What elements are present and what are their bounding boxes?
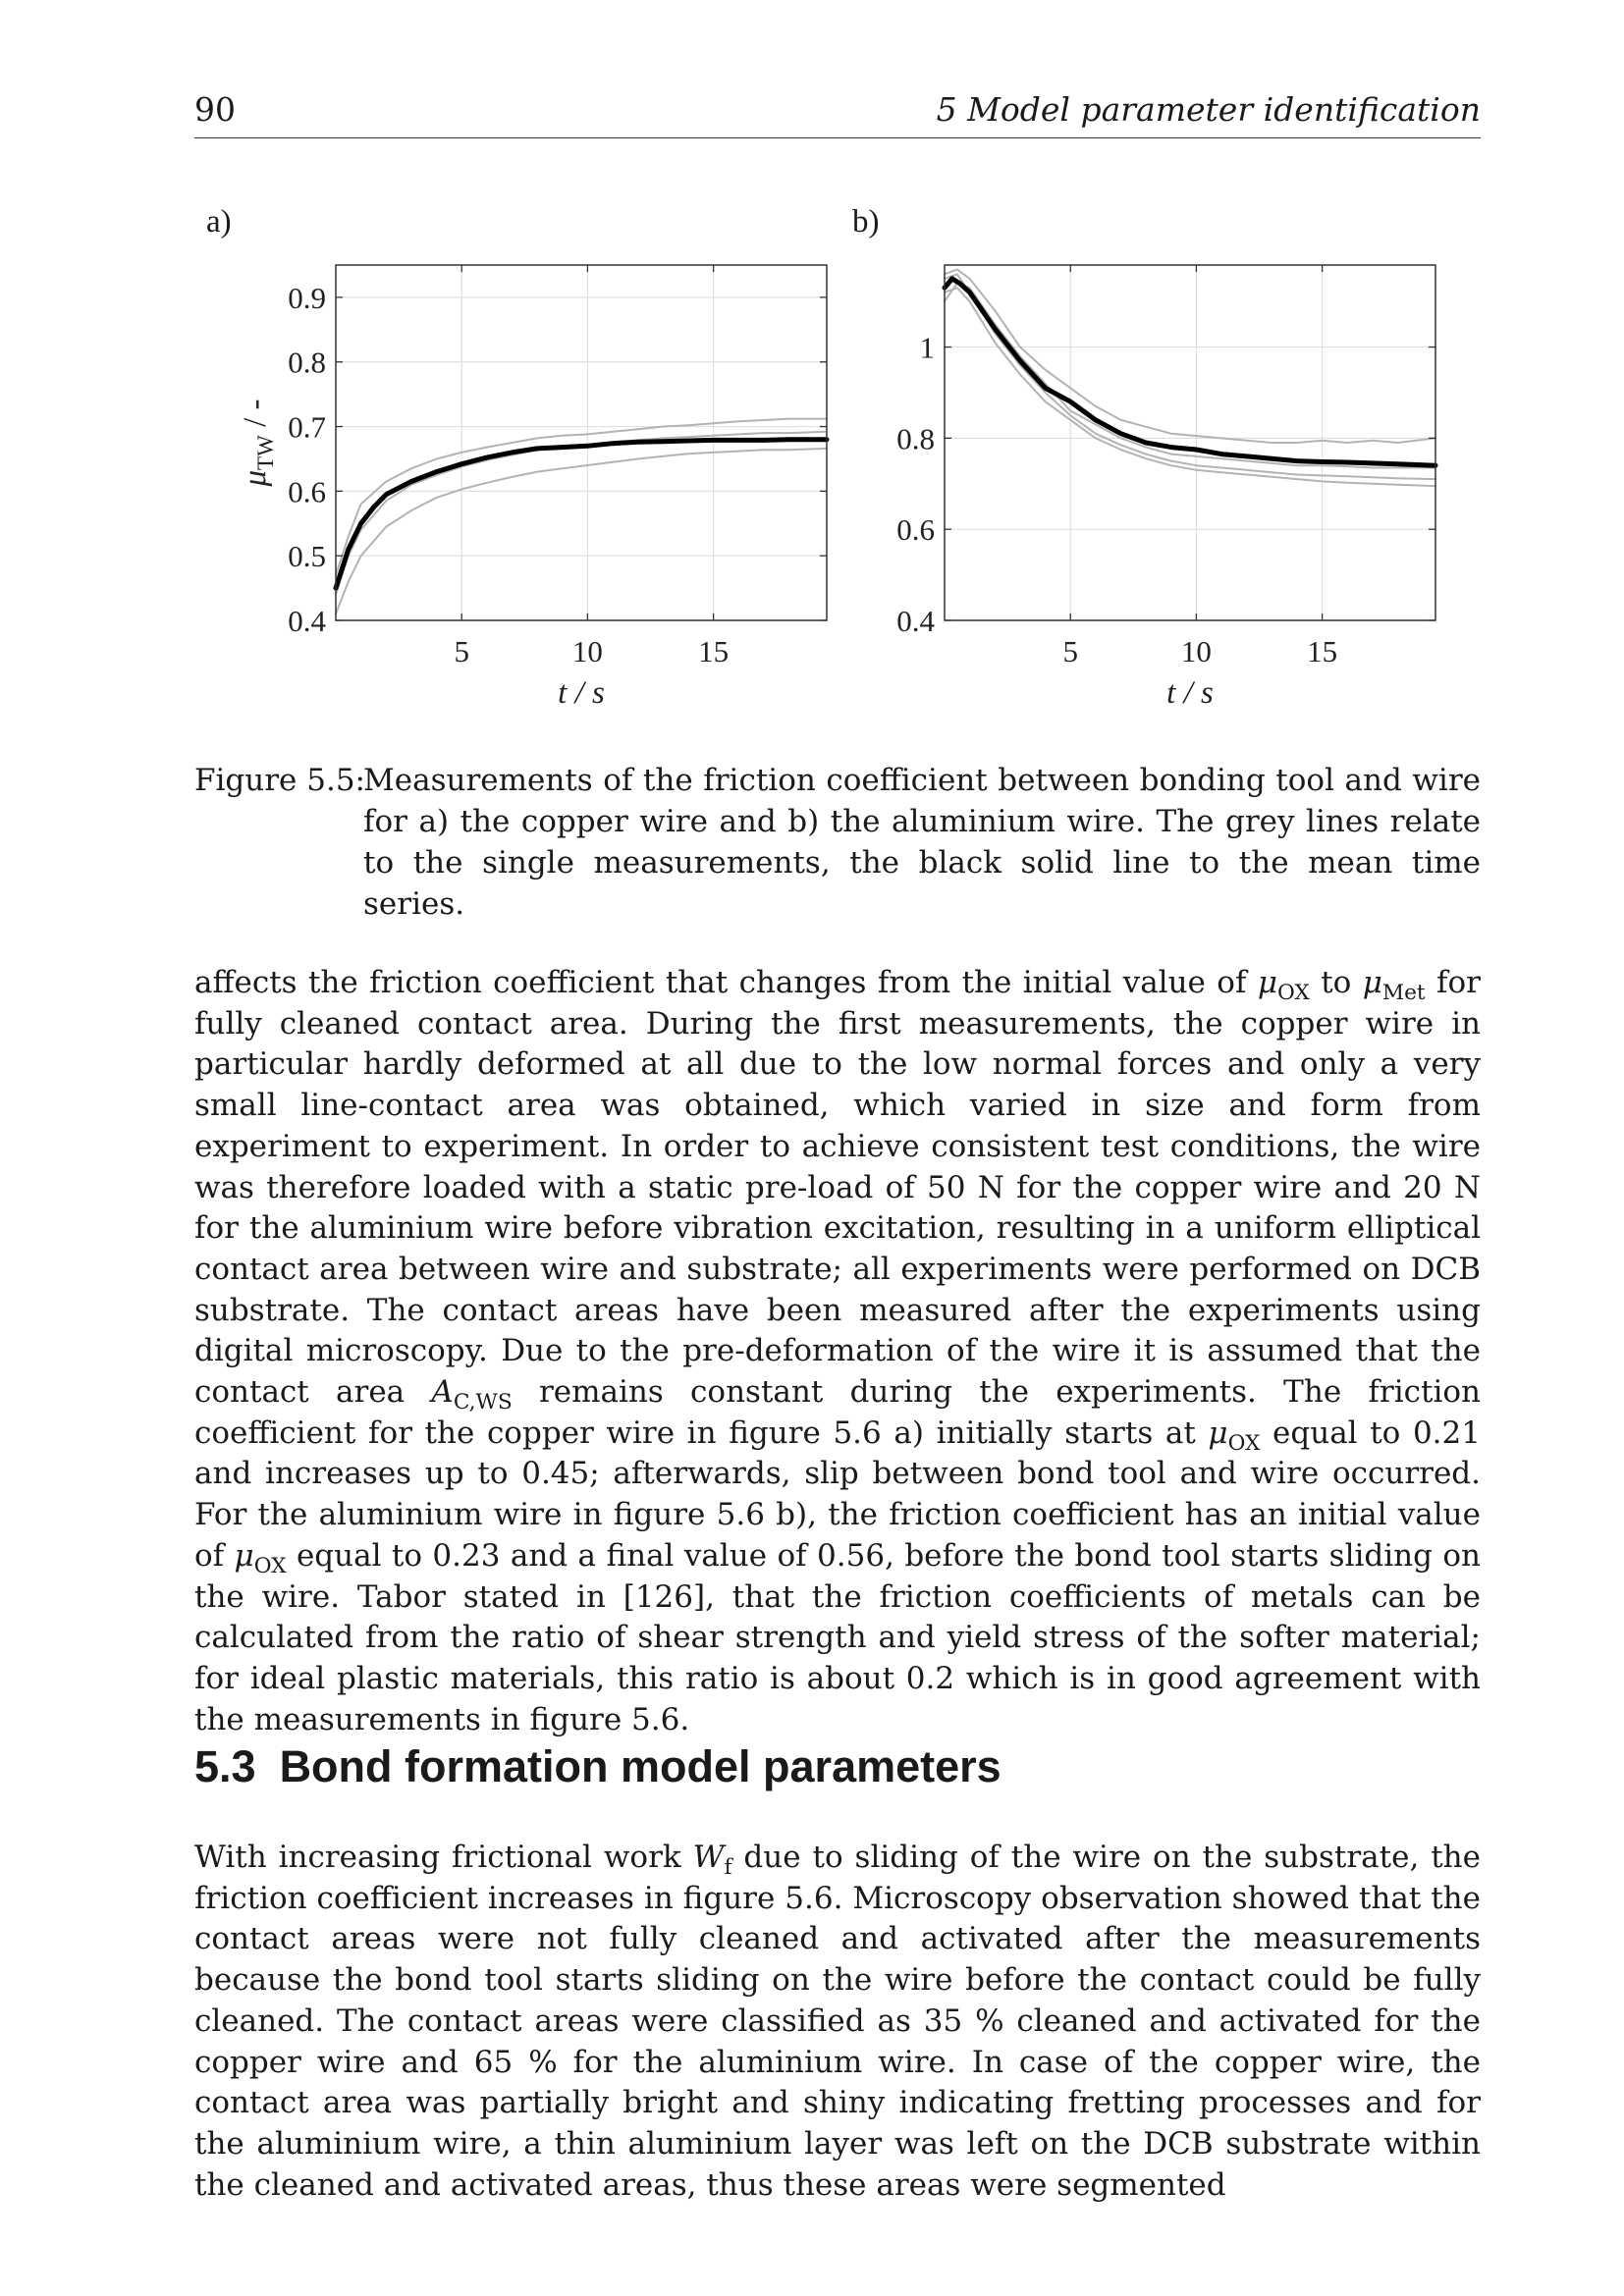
area-symbol: A bbox=[431, 1374, 454, 1411]
x-tick-label: 10 bbox=[571, 634, 603, 668]
y-tick-label: 0.8 bbox=[288, 345, 326, 380]
mu-symbol: μ bbox=[234, 1537, 254, 1574]
x-tick-label: 10 bbox=[1180, 634, 1212, 668]
figure-caption bbox=[194, 760, 1481, 925]
y-tick-label: 1 bbox=[919, 330, 935, 365]
body-paragraph-1 bbox=[194, 963, 1481, 1740]
subscript-ox: OX bbox=[1276, 981, 1310, 1006]
caption-text: Measurements of the friction coefficient between bonding tool and wire for a) the copper wire and b) the aluminium wire. The grey lines relate to the single measurements, the black solid line to the mean time series. bbox=[363, 763, 1481, 922]
p2-text-2: due to sliding of the wire on the substrate, the friction coefficient increases in figure 5.6. Microscopy observation showed that the contact areas were not fully cleaned and activated after the measurements because the bond tool starts sliding on the wire before the contact could be fully cleaned. The contact areas were classified as 35 % cleaned and activated for the copper wire and 65 % for the aluminium wire. In case of the copper wire, the contact area was partially bright and shiny indicating fretting processes and for the aluminium wire, a thin aluminium layer was left on the DCB substrate within the cleaned and activated areas, thus these areas were segmented bbox=[194, 1840, 1481, 2203]
chart-a bbox=[216, 245, 844, 717]
subscript-ox: OX bbox=[1227, 1430, 1261, 1456]
caption-label: Figure 5.5: bbox=[194, 763, 365, 798]
section-number: 5.3 bbox=[194, 1741, 256, 1791]
measurement-series-line bbox=[336, 449, 827, 614]
plot-frame bbox=[945, 265, 1435, 620]
measurement-series-line bbox=[945, 284, 1435, 468]
subscript-ox: OX bbox=[253, 1554, 287, 1579]
plot-frame bbox=[336, 265, 827, 620]
page-header bbox=[194, 90, 1481, 138]
y-tick-label: 0.6 bbox=[288, 474, 326, 509]
x-tick-label: 5 bbox=[1062, 634, 1078, 668]
subscript-cws: C,WS bbox=[453, 1390, 513, 1415]
p2-text-1: With increasing frictional work bbox=[194, 1840, 693, 1875]
body-paragraph-2 bbox=[194, 1838, 1481, 2206]
p1-text-2: to bbox=[1309, 965, 1363, 1000]
y-tick-label: 0.7 bbox=[288, 409, 326, 445]
p1-text-6: equal to 0.23 and a final value of 0.56, before the bond tool starts sliding on the wire. Tabor stated in [126], that the friction coefficients of metals can be calculated from the ratio of shear strength and yield stress of the softer material; for ideal plastic materials, this ratio is about 0.2 which is in good agreement with the measurements in figure 5.6. bbox=[194, 1537, 1481, 1737]
y-tick-label: 0.5 bbox=[288, 539, 326, 574]
w-symbol: W bbox=[692, 1840, 725, 1875]
mu-symbol: μ bbox=[1208, 1415, 1228, 1451]
panel-a-label: a) bbox=[206, 204, 232, 240]
section-heading bbox=[194, 1739, 1001, 1794]
x-tick-label: 5 bbox=[454, 634, 469, 668]
chart-b bbox=[864, 245, 1453, 717]
mean-series-line bbox=[336, 440, 827, 588]
measurement-series-line bbox=[336, 432, 827, 595]
p1-text-1: affects the friction coefficient that changes from the initial value of bbox=[194, 965, 1258, 1000]
subscript-f: f bbox=[724, 1855, 732, 1881]
chapter-title: 5 Model parameter identification bbox=[936, 90, 1481, 129]
y-tick-label: 0.9 bbox=[288, 280, 326, 315]
x-axis-label: t / s bbox=[558, 675, 605, 711]
x-axis-label: t / s bbox=[1166, 675, 1214, 711]
page-number: 90 bbox=[194, 90, 236, 129]
y-tick-label: 0.6 bbox=[896, 512, 935, 548]
p1-text-4: remains constant during the experiments. The friction coefficient for the copper wire in figure 5.6 a) initially starts at bbox=[194, 1374, 1481, 1451]
y-tick-label: 0.4 bbox=[896, 604, 935, 638]
y-tick-label: 0.4 bbox=[288, 604, 326, 638]
subscript-met: Met bbox=[1381, 981, 1426, 1006]
y-axis-label: $\mu_{TW}$ / - bbox=[238, 399, 278, 487]
x-tick-label: 15 bbox=[1307, 634, 1338, 668]
p1-text-3: for fully cleaned contact area. During the first measurements, the copper wire in particular hardly deformed at all due to the low normal forces and only a very small line-contact area was obtained, which varied in size and form from experiment to experiment. In order to achieve consistent test conditions, the wire was therefore loaded with a static pre-load of 50 N for the copper wire and 20 N for the aluminium wire before vibration excitation, resulting in a uniform elliptical contact area between wire and substrate; all experiments were performed on DCB substrate. The contact areas have been measured after the experiments using digital microscopy. Due to the pre-deformation of the wire it is assumed that the contact area bbox=[194, 965, 1481, 1411]
y-tick-label: 0.8 bbox=[896, 421, 935, 456]
p1-text-5: equal to 0.21 and increases up to 0.45; afterwards, slip between bond tool and wire occurred. For the aluminium wire in figure 5.6 b), the friction coefficient has an initial value of bbox=[194, 1415, 1481, 1574]
section-title: Bond formation model parameters bbox=[279, 1741, 1001, 1791]
panel-b-label: b) bbox=[852, 204, 880, 240]
mu-symbol: μ bbox=[1257, 965, 1277, 1000]
x-tick-label: 15 bbox=[698, 634, 730, 668]
mu-symbol: μ bbox=[1362, 965, 1382, 1000]
